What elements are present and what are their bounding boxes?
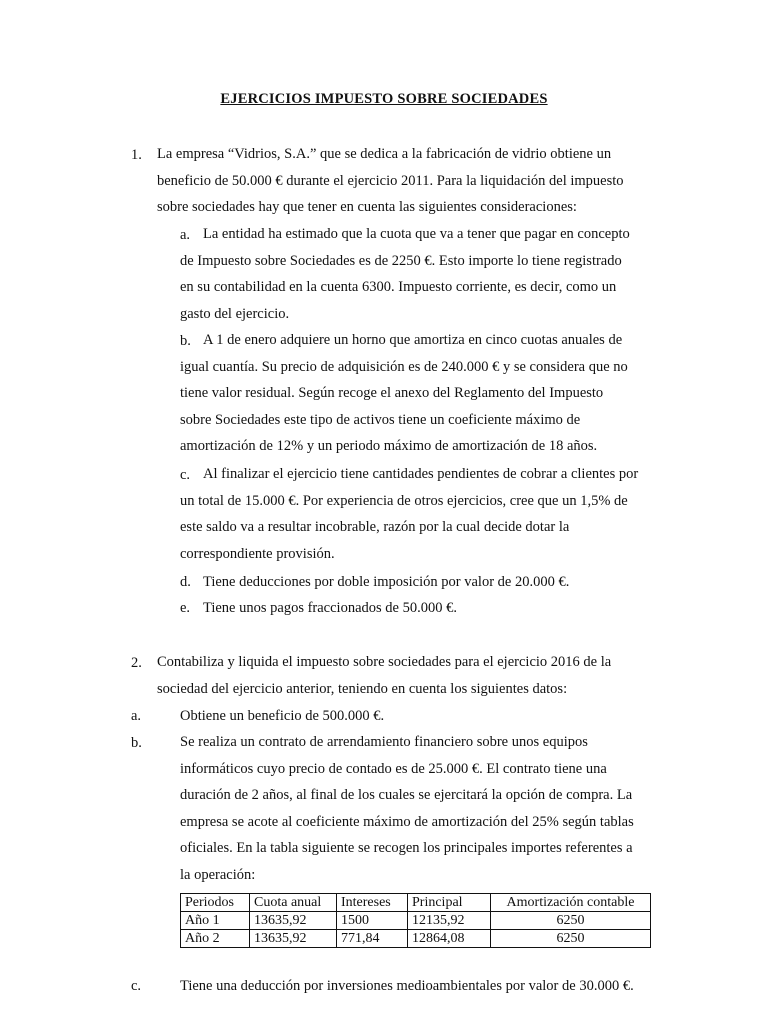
text-line: amortización de 12% y un periodo máximo de amortización de 18 años. xyxy=(180,438,598,455)
text-line: sobre sociedades hay que tener en cuenta las siguientes consideraciones: xyxy=(157,199,577,216)
exercise-1-item-e: Tiene unos pagos fraccionados de 50.000 €. xyxy=(203,600,457,616)
text-line: Al finalizar el ejercicio tiene cantidades pendientes de cobrar a clientes por xyxy=(203,466,639,482)
item-letter: a. xyxy=(180,227,191,243)
exercise-1-intro xyxy=(157,141,624,221)
exercise-2-item-a: Obtiene un beneficio de 500.000 €. xyxy=(180,708,385,724)
text-line: informáticos cuyo precio de contado es de 25.000 €. El contrato tiene una xyxy=(180,760,607,777)
text-line: gasto del ejercicio. xyxy=(180,305,290,322)
table-cell: Año 1 xyxy=(181,912,250,930)
table-header-cell: Amortización contable xyxy=(491,894,651,912)
item-letter: d. xyxy=(180,574,191,590)
text-line: La entidad ha estimado que la cuota que va a tener que pagar en concepto xyxy=(203,226,630,242)
text-line: La empresa “Vidrios, S.A.” que se dedica a la fabricación de vidrio obtiene un xyxy=(157,146,612,162)
exercise-1-number: 1. xyxy=(131,147,142,163)
item-letter: c. xyxy=(131,978,142,994)
table-cell: 6250 xyxy=(491,930,651,948)
text-line: tiene valor residual. Según recoge el anexo del Reglamento del Impuesto xyxy=(180,385,604,402)
table-cell: 13635,92 xyxy=(250,912,337,930)
exercise-2-intro xyxy=(157,649,611,702)
document-title: EJERCICIOS IMPUESTO SOBRE SOCIEDADES xyxy=(220,91,548,107)
table-row xyxy=(181,930,651,948)
text-line: este saldo va a resultar incobrable, razón por la cual decide dotar la xyxy=(180,519,570,536)
text-line: beneficio de 50.000 € durante el ejercicio 2011. Para la liquidación del impuesto xyxy=(157,172,624,189)
text-line: correspondiente provisión. xyxy=(180,545,335,562)
table-header-cell: Cuota anual xyxy=(250,894,337,912)
text-line: la operación: xyxy=(180,866,256,883)
text-line: en su contabilidad en la cuenta 6300. Impuesto corriente, es decir, como un xyxy=(180,279,617,296)
table-cell: Año 2 xyxy=(181,930,250,948)
exercise-1-item-b xyxy=(180,327,628,460)
item-letter: b. xyxy=(180,333,191,349)
text-line: Contabiliza y liquida el impuesto sobre sociedades para el ejercicio 2016 de la xyxy=(157,654,612,670)
table-cell: 771,84 xyxy=(337,930,408,948)
exercise-2-number: 2. xyxy=(131,655,142,671)
text-line: sociedad del ejercicio anterior, teniendo en cuenta los siguientes datos: xyxy=(157,680,568,697)
table-header-cell: Intereses xyxy=(337,894,408,912)
table-cell: 13635,92 xyxy=(250,930,337,948)
table-header-row xyxy=(181,894,651,912)
exercise-1-item-a xyxy=(180,221,630,327)
item-letter: c. xyxy=(180,467,191,483)
table-row xyxy=(181,912,651,930)
exercise-1-item-d: Tiene deducciones por doble imposición por valor de 20.000 €. xyxy=(203,574,570,590)
text-line: empresa se acote al coeficiente máximo de amortización del 25% según tablas xyxy=(180,813,634,830)
text-line: Se realiza un contrato de arrendamiento financiero sobre unos equipos xyxy=(180,734,588,750)
table-header-cell: Principal xyxy=(408,894,491,912)
table-cell: 12864,08 xyxy=(408,930,491,948)
table-cell: 1500 xyxy=(337,912,408,930)
text-line: A 1 de enero adquiere un horno que amortiza en cinco cuotas anuales de xyxy=(203,332,623,348)
exercise-2-item-b xyxy=(180,729,634,889)
text-line: de Impuesto sobre Sociedades es de 2250 €. Esto importe lo tiene registrado xyxy=(180,252,622,269)
text-line: oficiales. En la tabla siguiente se recogen los principales importes referentes a xyxy=(180,840,633,857)
table-cell: 12135,92 xyxy=(408,912,491,930)
text-line: igual cuantía. Su precio de adquisición es de 240.000 € y se considera que no xyxy=(180,358,628,375)
text-line: sobre Sociedades este tipo de activos tiene un coeficiente máximo de xyxy=(180,411,581,428)
text-line: un total de 15.000 €. Por experiencia de otros ejercicios, cree que un 1,5% de xyxy=(180,492,628,509)
item-letter: b. xyxy=(131,735,142,751)
item-letter: e. xyxy=(180,600,191,616)
operation-table xyxy=(180,893,651,948)
item-letter: a. xyxy=(131,708,142,724)
table-header-cell: Periodos xyxy=(181,894,250,912)
exercise-2-item-c: Tiene una deducción por inversiones medioambientales por valor de 30.000 €. xyxy=(180,978,634,994)
exercise-1-item-c xyxy=(180,461,638,567)
table-cell: 6250 xyxy=(491,912,651,930)
text-line: duración de 2 años, al final de los cuales se ejercitará la opción de compra. La xyxy=(180,787,633,804)
